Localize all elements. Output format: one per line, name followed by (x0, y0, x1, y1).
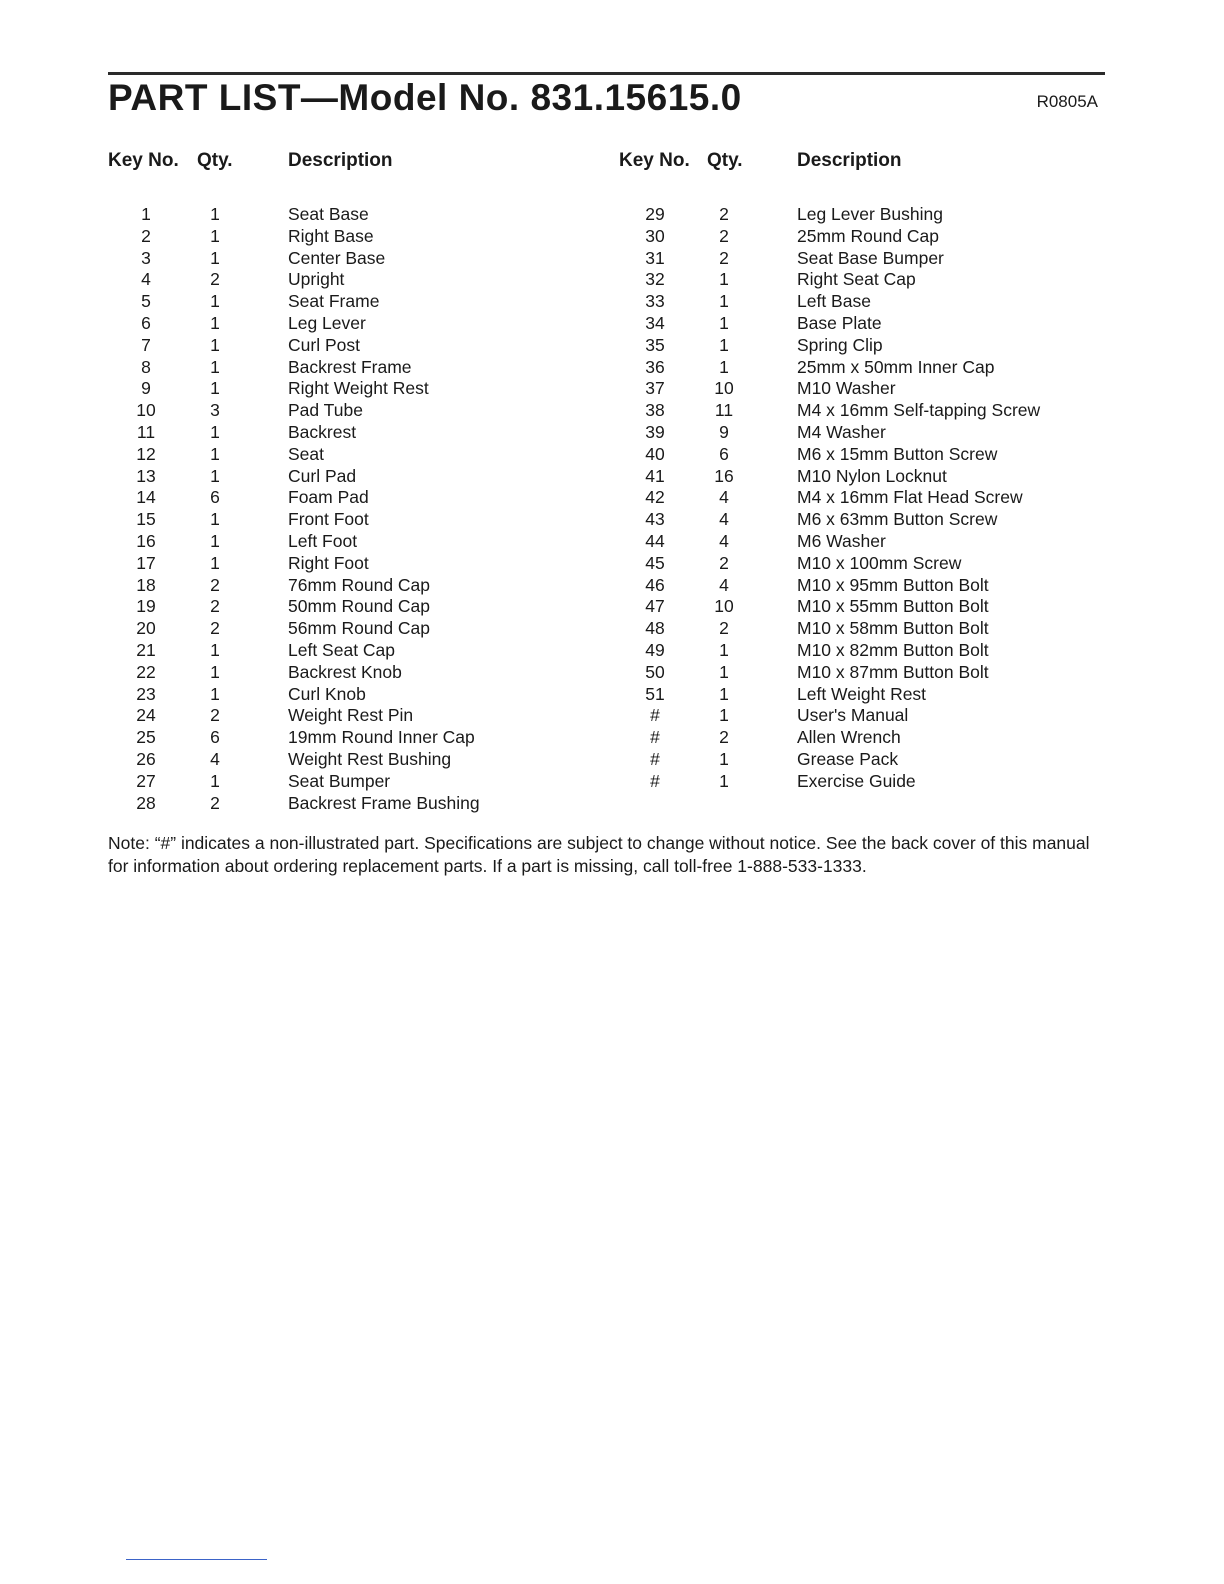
part-row (108, 226, 578, 248)
part-description: 50mm Round Cap (288, 596, 431, 617)
part-description: Spring Clip (797, 334, 883, 355)
part-qty: 1 (210, 639, 220, 660)
part-row (617, 553, 1105, 575)
part-row (108, 357, 578, 379)
part-key-no: 39 (645, 421, 665, 442)
part-qty: 2 (719, 225, 729, 246)
part-row (617, 466, 1105, 488)
part-qty: 1 (210, 204, 220, 224)
part-row (108, 487, 578, 509)
part-qty: 1 (210, 421, 220, 442)
part-description: Center Base (288, 247, 386, 268)
part-key-no: 12 (136, 443, 156, 464)
part-description: M10 Washer (797, 378, 896, 399)
part-key-no: 42 (645, 487, 665, 508)
part-row (108, 400, 578, 422)
part-row (108, 575, 578, 597)
part-row (108, 662, 578, 684)
part-qty: 1 (719, 312, 729, 333)
part-key-no: 25 (136, 727, 156, 748)
part-row (617, 422, 1105, 444)
part-row (617, 531, 1105, 553)
part-key-no: # (650, 748, 660, 769)
document-code: R0805A (1036, 92, 1098, 111)
part-row (108, 705, 578, 727)
part-key-no: 9 (141, 378, 151, 399)
part-qty: 4 (210, 748, 220, 769)
part-row (617, 662, 1105, 684)
page-title: PART LIST—Model No. 831.15615.0 (108, 77, 742, 118)
part-qty: 2 (719, 618, 729, 639)
part-description: 19mm Round Inner Cap (288, 727, 475, 748)
part-key-no: 32 (645, 269, 665, 290)
part-key-no: 43 (645, 509, 665, 530)
part-qty: 1 (210, 509, 220, 530)
part-row (617, 204, 1105, 226)
part-row (617, 444, 1105, 466)
part-qty: 10 (714, 378, 734, 399)
part-description: M10 x 87mm Button Bolt (797, 661, 989, 682)
part-description: Left Foot (288, 530, 358, 551)
footnote: Note: “#” indicates a non-illustrated part. Specifications are subject to change without notice. See the back cover of this manual for information about ordering replacement parts. If a part is missing, call toll-free 1-888-533-1333. (108, 833, 1090, 876)
part-row (617, 291, 1105, 313)
part-row (108, 291, 578, 313)
part-description: Left Base (797, 291, 871, 312)
part-qty: 1 (210, 552, 220, 573)
part-row (617, 226, 1105, 248)
part-row (108, 793, 578, 815)
part-qty: 2 (719, 727, 729, 748)
part-key-no: 41 (645, 465, 665, 486)
part-qty: 2 (210, 618, 220, 639)
part-key-no: 20 (136, 618, 156, 639)
part-description: M10 x 55mm Button Bolt (797, 596, 989, 617)
part-qty: 4 (719, 487, 729, 508)
part-qty: 1 (719, 661, 729, 682)
part-key-no: 11 (136, 421, 156, 442)
part-row (617, 705, 1105, 727)
part-qty: 6 (210, 487, 220, 508)
part-description: Weight Rest Bushing (288, 748, 452, 769)
part-row (617, 248, 1105, 270)
part-key-no: 13 (136, 465, 156, 486)
part-qty: 9 (719, 421, 729, 442)
part-description: M10 x 95mm Button Bolt (797, 574, 989, 595)
part-row (108, 204, 578, 226)
part-qty: 4 (719, 574, 729, 595)
part-key-no: 47 (645, 596, 665, 617)
part-qty: 2 (210, 269, 220, 290)
part-key-no: 30 (645, 225, 665, 246)
part-qty: 4 (719, 530, 729, 551)
part-row (617, 357, 1105, 379)
part-qty: 1 (719, 748, 729, 769)
part-row (108, 509, 578, 531)
part-description: Weight Rest Pin (288, 705, 414, 726)
part-description: Exercise Guide (797, 770, 916, 791)
part-qty: 1 (210, 683, 220, 704)
part-row (108, 553, 578, 575)
part-row (108, 313, 578, 335)
part-qty: 2 (210, 792, 220, 813)
left-header-key-no: Key No. (108, 150, 179, 171)
part-key-no: 48 (645, 618, 665, 639)
part-qty: 1 (210, 291, 220, 312)
part-qty: 1 (719, 639, 729, 660)
part-key-no: 22 (136, 661, 156, 682)
part-row (108, 444, 578, 466)
part-qty: 2 (719, 552, 729, 573)
part-key-no: 46 (645, 574, 665, 595)
part-description: M10 x 100mm Screw (797, 552, 962, 573)
part-row (617, 378, 1105, 400)
part-description: Leg Lever Bushing (797, 204, 943, 224)
part-qty: 1 (210, 225, 220, 246)
part-key-no: # (650, 770, 660, 791)
part-qty: 2 (210, 574, 220, 595)
part-qty: 1 (719, 291, 729, 312)
part-description: Upright (288, 269, 345, 290)
part-row (108, 749, 578, 771)
part-row (617, 269, 1105, 291)
part-row (108, 248, 578, 270)
part-description: M6 Washer (797, 530, 886, 551)
part-description: Seat Base (288, 204, 369, 224)
part-qty: 2 (210, 596, 220, 617)
part-key-no: 45 (645, 552, 665, 573)
part-key-no: 16 (136, 530, 156, 551)
part-qty: 1 (719, 705, 729, 726)
part-qty: 16 (714, 465, 734, 486)
part-key-no: 29 (645, 204, 665, 224)
part-description: Right Seat Cap (797, 269, 916, 290)
part-description: 25mm Round Cap (797, 225, 940, 246)
part-description: M10 x 82mm Button Bolt (797, 639, 989, 660)
part-row (108, 531, 578, 553)
part-description: Right Foot (288, 552, 369, 573)
part-row (108, 466, 578, 488)
left-parts-column (108, 204, 578, 814)
part-key-no: 14 (136, 487, 156, 508)
part-row (617, 596, 1105, 618)
part-description: M6 x 15mm Button Screw (797, 443, 998, 464)
right-header-description: Description (797, 150, 902, 171)
part-qty: 1 (210, 378, 220, 399)
part-row (617, 509, 1105, 531)
part-row (617, 575, 1105, 597)
part-qty: 11 (714, 400, 734, 421)
part-row (617, 313, 1105, 335)
part-row (617, 727, 1105, 749)
part-key-no: 50 (645, 661, 665, 682)
part-description: M4 x 16mm Self-tapping Screw (797, 400, 1041, 421)
part-description: 76mm Round Cap (288, 574, 431, 595)
part-key-no: 7 (141, 334, 151, 355)
part-description: Foam Pad (288, 487, 369, 508)
bottom-rule (126, 1559, 267, 1560)
part-row (108, 596, 578, 618)
part-row (617, 618, 1105, 640)
part-qty: 1 (210, 530, 220, 551)
part-description: M10 Nylon Locknut (797, 465, 947, 486)
part-description: 56mm Round Cap (288, 618, 431, 639)
part-qty: 1 (210, 334, 220, 355)
part-row (108, 335, 578, 357)
part-row (108, 640, 578, 662)
part-key-no: # (650, 727, 660, 748)
part-key-no: 8 (141, 356, 151, 377)
part-key-no: 15 (136, 509, 156, 530)
part-key-no: 26 (136, 748, 156, 769)
part-description: Base Plate (797, 312, 882, 333)
part-description: 25mm x 50mm Inner Cap (797, 356, 995, 377)
part-key-no: 17 (136, 552, 156, 573)
part-description: M4 Washer (797, 421, 886, 442)
part-description: Front Foot (288, 509, 369, 530)
part-description: Curl Post (288, 334, 360, 355)
part-qty: 1 (719, 334, 729, 355)
part-key-no: 49 (645, 639, 665, 660)
part-description: Allen Wrench (797, 727, 901, 748)
part-key-no: 24 (136, 705, 156, 726)
part-key-no: 19 (136, 596, 156, 617)
part-row (108, 684, 578, 706)
part-key-no: 37 (645, 378, 665, 399)
part-qty: 1 (719, 770, 729, 791)
part-qty: 2 (210, 705, 220, 726)
part-qty: 1 (719, 269, 729, 290)
part-row (617, 684, 1105, 706)
part-description: Backrest Frame (288, 356, 412, 377)
left-header-qty: Qty. (197, 150, 233, 171)
part-description: Seat Frame (288, 291, 380, 312)
part-key-no: 2 (141, 225, 151, 246)
part-row (617, 640, 1105, 662)
part-key-no: 18 (136, 574, 156, 595)
part-row (617, 400, 1105, 422)
part-qty: 1 (210, 443, 220, 464)
part-description: M10 x 58mm Button Bolt (797, 618, 989, 639)
right-header-qty: Qty. (707, 150, 743, 171)
right-header-key-no: Key No. (619, 150, 690, 171)
part-qty: 1 (210, 312, 220, 333)
part-key-no: 23 (136, 683, 156, 704)
part-key-no: 21 (136, 639, 156, 660)
right-parts-column (617, 204, 1105, 793)
part-key-no: 1 (141, 204, 151, 224)
part-description: Seat (288, 443, 324, 464)
part-qty: 3 (210, 400, 220, 421)
part-key-no: 51 (645, 683, 665, 704)
part-qty: 6 (210, 727, 220, 748)
part-qty: 1 (719, 683, 729, 704)
part-description: Pad Tube (288, 400, 363, 421)
part-key-no: 10 (136, 400, 156, 421)
part-qty: 1 (210, 356, 220, 377)
part-key-no: 44 (645, 530, 665, 551)
part-description: Curl Pad (288, 465, 357, 486)
part-key-no: 4 (141, 269, 151, 290)
part-qty: 1 (210, 465, 220, 486)
part-qty: 2 (719, 247, 729, 268)
part-key-no: 40 (645, 443, 665, 464)
part-qty: 10 (714, 596, 734, 617)
part-key-no: 34 (645, 312, 665, 333)
part-description: Backrest Knob (288, 661, 402, 682)
part-description: Seat Bumper (288, 770, 391, 791)
part-qty: 1 (210, 247, 220, 268)
part-description: Curl Knob (288, 683, 366, 704)
part-key-no: 38 (645, 400, 665, 421)
part-row (108, 727, 578, 749)
part-key-no: 5 (141, 291, 151, 312)
part-description: Left Seat Cap (288, 639, 396, 660)
part-qty: 1 (210, 770, 220, 791)
part-key-no: 36 (645, 356, 665, 377)
part-key-no: # (650, 705, 660, 726)
part-description: M6 x 63mm Button Screw (797, 509, 998, 530)
part-row (108, 771, 578, 793)
part-key-no: 35 (645, 334, 665, 355)
part-key-no: 33 (645, 291, 665, 312)
top-rule (108, 72, 1105, 75)
part-row (108, 618, 578, 640)
part-description: Right Weight Rest (288, 378, 429, 399)
part-key-no: 31 (645, 247, 665, 268)
part-key-no: 6 (141, 312, 151, 333)
part-description: Seat Base Bumper (797, 247, 944, 268)
part-qty: 1 (210, 661, 220, 682)
part-key-no: 27 (136, 770, 156, 791)
part-key-no: 3 (141, 247, 151, 268)
part-description: Backrest Frame Bushing (288, 792, 480, 813)
part-qty: 1 (719, 356, 729, 377)
part-description: Left Weight Rest (797, 683, 927, 704)
part-description: Right Base (288, 225, 374, 246)
part-description: User's Manual (797, 705, 909, 726)
part-row (108, 269, 578, 291)
part-row (617, 749, 1105, 771)
part-key-no: 28 (136, 792, 156, 813)
part-qty: 4 (719, 509, 729, 530)
left-header-description: Description (288, 150, 393, 171)
part-description: Grease Pack (797, 748, 899, 769)
part-description: M4 x 16mm Flat Head Screw (797, 487, 1023, 508)
part-row (108, 422, 578, 444)
part-description: Backrest (288, 421, 357, 442)
part-row (108, 378, 578, 400)
part-row (617, 487, 1105, 509)
part-qty: 2 (719, 204, 729, 224)
part-row (617, 335, 1105, 357)
part-qty: 6 (719, 443, 729, 464)
part-row (617, 771, 1105, 793)
part-description: Leg Lever (288, 312, 366, 333)
